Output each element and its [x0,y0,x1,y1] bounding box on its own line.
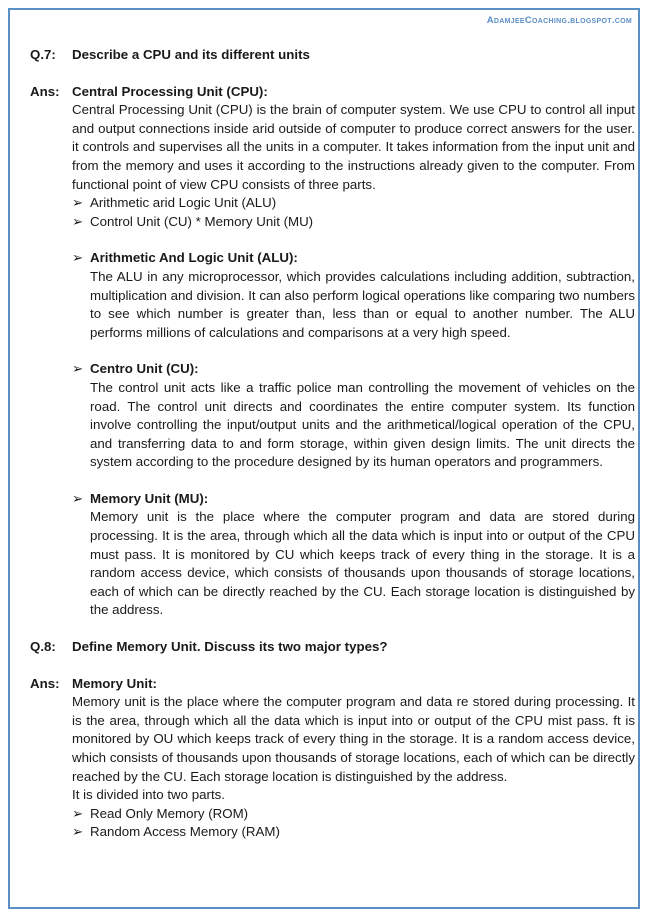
list-item [72,194,635,213]
alu-text: The ALU in any microprocessor, which provides calculations including addition, subtraction, multiplication and division. It can also perform logical operations like comparing two numbers to see which number is greater than, less than or equal to another number. The ALU performs millions of calculations and comparisons at a very high speed. [90,268,635,340]
question-8-text: Define Memory Unit. Discuss its two major types? [72,639,388,655]
list-item [72,213,635,232]
cpu-part-1: Arithmetic arid Logic Unit (ALU) [90,195,277,211]
document-body [30,40,635,842]
memory-unit-text: Memory unit is the place where the computer program and data re stored during processing. It is the area, through which all the data which is input into or output of the CPU mist pass. ft is monitored by OU which keeps track of every thing in the storage. It is a random access device, which consists of thousands upon thousands of storage locations, each of which can be directly reached by the CU. Each storage location is distinguished by the address. [72,694,635,784]
arrow-bullet-icon: ➢ [72,213,84,229]
question-7 [30,46,635,65]
answer-7-label: Ans: [30,83,60,99]
arrow-bullet-icon: ➢ [72,805,84,821]
alu-section [72,249,635,342]
memory-divided-text: It is divided into two parts. [72,787,225,803]
question-8-label: Q.8: [30,639,56,655]
list-item [72,823,635,842]
list-item [72,805,635,824]
cpu-part-2: Control Unit (CU) * Memory Unit (MU) [90,213,314,229]
cpu-heading: Central Processing Unit (CPU): [72,83,268,99]
arrow-bullet-icon: ➢ [72,490,84,506]
cu-heading: Centro Unit (CU): [90,361,199,377]
cu-section [72,360,635,472]
question-7-label: Q.7: [30,47,56,62]
alu-heading: Arithmetic And Logic Unit (ALU): [90,250,298,266]
mu-section [72,490,635,620]
question-7-text: Describe a CPU and its different units [72,47,310,62]
site-header: AdamjeeCoaching.blogspot.com [486,15,632,26]
answer-8 [30,675,635,842]
question-8 [30,638,635,657]
arrow-bullet-icon: ➢ [72,824,84,840]
arrow-bullet-icon: ➢ [72,250,84,266]
answer-7 [30,83,635,620]
memory-unit-heading: Memory Unit: [72,675,157,691]
arrow-bullet-icon: ➢ [72,195,84,211]
cu-text: The control unit acts like a traffic police man controlling the movement of vehicles on the road. The control unit directs and coordinates the entire computer system. Its function involve controlling the input/output units and the arithmetical/logical operation of the CPU, and transferring data to and form storage, within given design limits. The unit directs the system according to the procedure designed by its human operators and programmers. [90,379,635,470]
cpu-intro: Central Processing Unit (CPU) is the brain of computer system. We use CPU to control all input and output connections inside arid outside of computer to produce correct answers for the user. it controls and supervises all the units in a computer. It takes information from the input unit and from the memory and uses it according to the instructions already given to the computer. From functional point of view CPU consists of three parts. [72,102,635,192]
mu-heading: Memory Unit (MU): [90,490,209,506]
memory-type-ram: Random Access Memory (RAM) [90,824,280,840]
mu-text: Memory unit is the place where the computer program and data are stored during processing. It is the area, through which all the data which is input into or output of the CPU must pass. It is monitored by CU which keeps track of every thing in the storage. It is a random access device, which consists of thousands upon thousands of storage locations, each of which can be directly reached by the CU. Each storage location is distinguished by the address. [90,509,635,618]
memory-type-rom: Read Only Memory (ROM) [90,805,249,821]
answer-8-label: Ans: [30,675,60,691]
arrow-bullet-icon: ➢ [72,361,84,377]
